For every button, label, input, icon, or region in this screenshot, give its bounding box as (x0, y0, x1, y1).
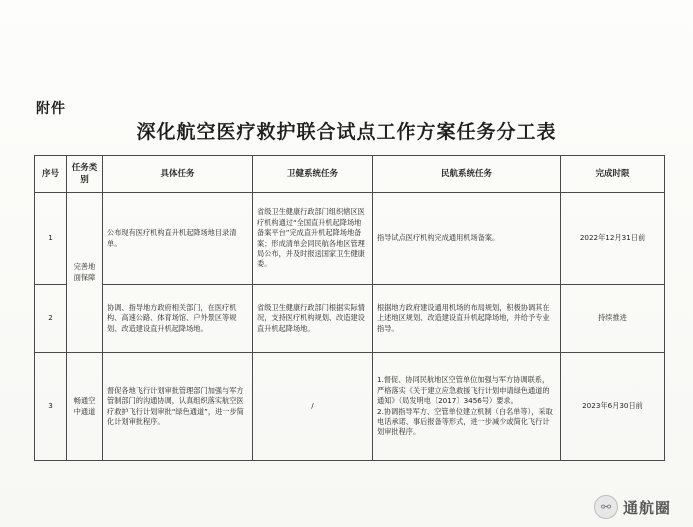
table-row (35, 285, 665, 353)
document-title: 深化航空医疗救护联合试点工作方案任务分工表 (136, 121, 557, 143)
row-task: 督促各地飞行计划审批管理部门加强与军方管制部门的沟通协调，认真组织落实航空医疗救护飞行计划审批“绿色通道”，进一步简化计划审批程序。 (103, 353, 253, 461)
row-aviation-task: 1.督促、协同民航地区空管单位加强与军方协调联系，严格落实《关于建立应急救援飞行计划申请绿色通道的通知》（局发明电〔2017〕3456号）要求。 2.协调指导军方、空管单位建立机制（白名单等），采取电话承诺、事后报备等形式，进一步减少或简化飞行计划审批程序。 (373, 353, 561, 461)
row-aviation-task: 根据地方政府建设通用机场的布局规划，积极协调其在上述地区规划、改造建设直升机起降场地，并给予专业指导。 (373, 285, 561, 353)
task-table (34, 155, 665, 461)
header-task: 具体任务 (103, 156, 253, 193)
attachment-label: 附件 (36, 101, 66, 117)
row-task: 公布现有医疗机构直升机起降场地目录清单。 (103, 193, 253, 285)
row-category: 畅通空中通道 (67, 353, 103, 461)
wechat-chat-icon: ⚯ (594, 495, 618, 519)
row-deadline: 2022年12月31日前 (561, 193, 665, 285)
header-health: 卫健系统任务 (253, 156, 373, 193)
row-category: 完善地面保障 (67, 193, 103, 353)
row-deadline: 2023年6月30日前 (561, 353, 665, 461)
watermark-text: 通航圈 (622, 498, 671, 517)
header-aviation: 民航系统任务 (373, 156, 561, 193)
row-deadline: 持续推进 (561, 285, 665, 353)
row-health-task: 省级卫生健康行政部门根据实际情况，支持医疗机构规划、改造建设直升机起降场地。 (253, 285, 373, 353)
row-health-task: 省级卫生健康行政部门组织辖区医疗机构通过“全国直升机起降场地备案平台”完成直升机起降场地备案；形成清单会同民航各地区管理局公布，并及时报送国家卫生健康委。 (253, 193, 373, 285)
table-row (35, 193, 665, 285)
row-no: 1 (35, 193, 67, 285)
header-no: 序号 (35, 156, 67, 193)
header-category: 任务类别 (67, 156, 103, 193)
table-row (35, 353, 665, 461)
table-header-row (35, 156, 665, 193)
header-deadline: 完成时限 (561, 156, 665, 193)
watermark (594, 495, 671, 519)
row-aviation-task: 指导试点医疗机构完成通用机场备案。 (373, 193, 561, 285)
row-task: 协调、指导地方政府相关部门，在医疗机构、高速公路、体育场馆、户外景区等规划、改造建设直升机起降场地。 (103, 285, 253, 353)
row-no: 2 (35, 285, 67, 353)
row-health-task: / (253, 353, 373, 461)
row-no: 3 (35, 353, 67, 461)
